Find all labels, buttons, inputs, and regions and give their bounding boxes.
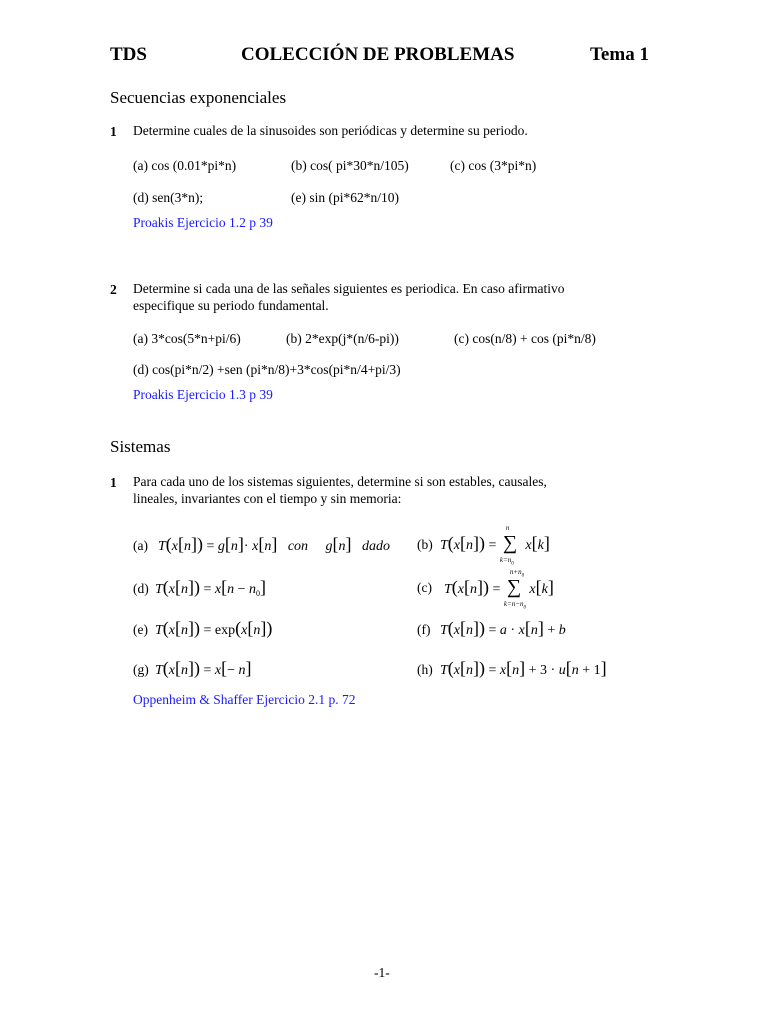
label-h: (h) (417, 662, 433, 677)
header-left: TDS (110, 44, 147, 65)
item-d: (d) cos(pi*n/2) +sen (pi*n/8)+3*cos(pi*n/4+pi/3) (133, 362, 401, 377)
equation-d: $T(x[n]) = x[n - n_0]$ (155, 577, 267, 598)
problem-statement-line2: lineales, invariantes con el tiempo y sin memoria: (133, 491, 402, 506)
equation-b: T(x[n]) = n ∑ $k=n_0$ x[k] (440, 523, 550, 567)
item-e: (e) sin (pi*62*n/10) (291, 190, 399, 205)
equation-h: T(x[n]) = x[n] + 3 · u[n + 1] (440, 658, 607, 678)
equation-a: T(x[n]) = g[n]· x[n] con g[n] dado (158, 534, 391, 554)
header-title: COLECCIÓN DE PROBLEMAS (241, 44, 515, 65)
reference-link[interactable]: Proakis Ejercicio 1.3 p 39 (133, 387, 273, 402)
label-d: (d) (133, 581, 149, 596)
problem-statement-line2: especifique su periodo fundamental. (133, 298, 329, 313)
label-a: (a) (133, 538, 148, 553)
header-right: Tema 1 (590, 44, 649, 65)
problem-statement-line1: Determine si cada una de las señales siguientes es periodica. En caso afirmativo (133, 281, 565, 296)
problem-number: 1 (110, 475, 117, 490)
label-b: (b) (417, 537, 433, 552)
section-title-secuencias: Secuencias exponenciales (110, 88, 287, 107)
item-b: (b) 2*exp(j*(n/6-pi)) (286, 331, 399, 346)
label-f: (f) (417, 622, 431, 637)
item-c: (c) cos (3*pi*n) (450, 158, 537, 173)
problem-statement: Determine cuales de la sinusoides son periódicas y determine su periodo. (133, 123, 528, 138)
section-title-sistemas: Sistemas (110, 437, 171, 456)
equation-c: T(x[n]) = $n+n_0$ ∑ $k=n-n_0$ x[k] (444, 567, 554, 611)
reference-link[interactable]: Oppenheim & Shaffer Ejercicio 2.1 p. 72 (133, 692, 356, 707)
equation-f: T(x[n]) = a · x[n] + b (440, 618, 566, 638)
item-a: (a) 3*cos(5*n+pi/6) (133, 331, 241, 346)
problem-number: 2 (110, 282, 117, 297)
item-c: (c) cos(n/8) + cos (pi*n/8) (454, 331, 596, 346)
word-exp: exp (214, 623, 236, 638)
problem-statement-line1: Para cada uno de los sistemas siguientes, determine si son estables, causales, (133, 474, 547, 489)
item-b: (b) cos( pi*30*n/105) (291, 158, 409, 173)
label-g: (g) (133, 662, 149, 677)
equation-e: T(x[n]) = exp(x[n]) (155, 618, 273, 638)
item-d: (d) sen(3*n); (133, 190, 204, 205)
equation-g: T(x[n]) = x[− n] (155, 658, 252, 678)
word-dado: dado (362, 539, 391, 554)
label-e: (e) (133, 622, 148, 637)
page-number: -1- (374, 965, 390, 980)
item-a: (a) cos (0.01*pi*n) (133, 158, 237, 173)
reference-link[interactable]: Proakis Ejercicio 1.2 p 39 (133, 215, 273, 230)
problem-number: 1 (110, 124, 117, 139)
label-c: (c) (417, 580, 432, 595)
word-con: con (287, 539, 309, 554)
